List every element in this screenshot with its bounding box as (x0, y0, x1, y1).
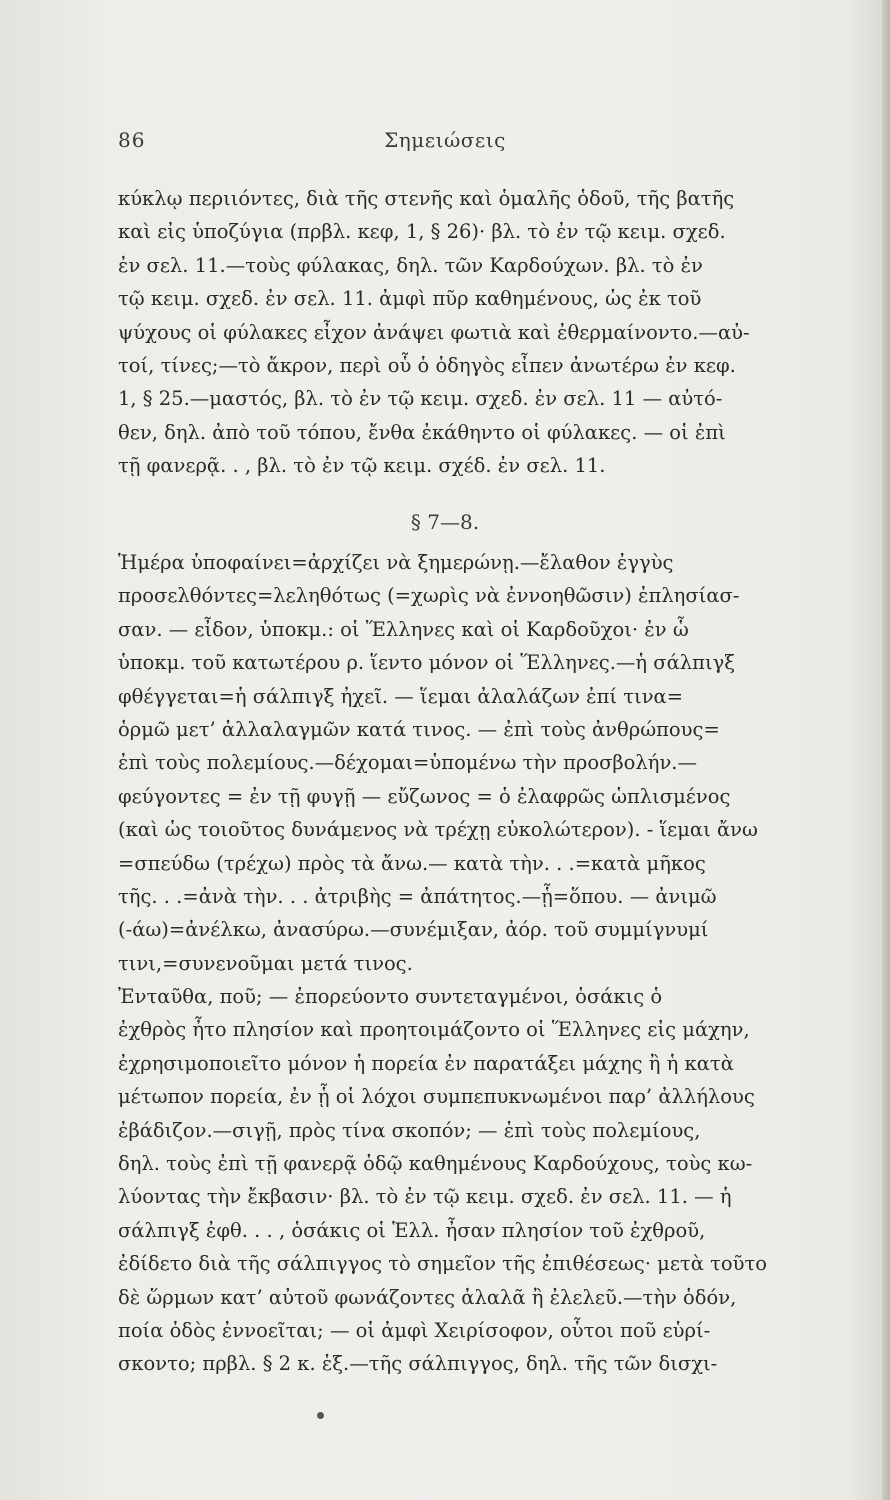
page-number: 86 (118, 128, 146, 152)
text-line: λύοντας τὴν ἔκβασιν· βλ. τὸ ἐν τῷ κειμ. σχεδ. ἐν σελ. 11. — ἡ (118, 1185, 732, 1209)
notes-paragraph-2 (118, 546, 868, 1381)
text-line: τῇ φανερᾷ. . , βλ. τὸ ἐν τῷ κειμ. σχέδ. ἐν σελ. 11. (118, 454, 606, 478)
text-line: Ἐνταῦθα, ποῦ; — ἐπορεύοντο συντεταγμένοι, ὁσάκις ὁ (118, 985, 663, 1009)
text-line: σάλπιγξ ἐφθ. . . , ὁσάκις οἱ Ἑλλ. ἦσαν πλησίον τοῦ ἐχθροῦ, (118, 1218, 706, 1242)
text-line: τινι,=συνενοῦμαι μετά τινος. (118, 951, 413, 975)
text-line: ἐδίδετο διὰ τῆς σάλπιγγος τὸ σημεῖον τῆς ἐπιθέσεως· μετὰ τοῦτο (118, 1252, 767, 1276)
text-line: τῆς. . .=ἀνὰ τὴν. . . ἀτριβὴς = ἀπάτητος.—ᾗ=ὅπου. — ἀνιμῶ (118, 884, 717, 908)
text-line: =σπεύδω (τρέχω) πρὸς τὰ ἄνω.— κατὰ τὴν. . .=κατὰ μῆκος (118, 851, 706, 875)
text-line: μέτωπον πορεία, ἐν ᾗ οἱ λόχοι συμπεπυκνωμένοι παρ’ ἀλλήλους (118, 1085, 755, 1109)
text-line: δὲ ὥρμων κατ’ αὐτοῦ φωνάζοντες ἀλαλᾶ ἢ ἐλελεῦ.—τὴν ὁδόν, (118, 1285, 737, 1309)
text-line: ποία ὁδὸς ἐννοεῖται; — οἱ ἀμφὶ Χειρίσοφον, οὗτοι ποῦ εὑρί- (118, 1318, 711, 1342)
text-line: καὶ εἰς ὑποζύγια (πρβλ. κεφ, 1, § 26)· βλ. τὸ ἐν τῷ κειμ. σχεδ. (118, 220, 726, 244)
page-edge-shadow (882, 0, 890, 1500)
running-head: Σημειώσεις (384, 128, 506, 152)
section-heading: § 7—8. (410, 510, 480, 534)
text-line: ὁρμῶ μετ’ ἀλλαλαγμῶν κατά τινος. — ἐπὶ τοὺς ἀνθρώπους= (118, 717, 720, 741)
notes-paragraph-1 (118, 182, 868, 483)
text-line: (-άω)=ἀνέλκω, ἀνασύρω.—συνέμιξαν, ἀόρ. τοῦ συμμίγνυμί (118, 918, 709, 942)
text-line: ἐχθρὸς ἦτο πλησίον καὶ προητοιμάζοντο οἱ Ἕλληνες εἰς μάχην, (118, 1018, 750, 1042)
page-header (0, 128, 890, 158)
text-line: 1, § 25.—μαστός, βλ. τὸ ἐν τῷ κειμ. σχεδ. ἐν σελ. 11 — αὐτό- (118, 387, 723, 411)
text-line: τῷ κειμ. σχεδ. ἐν σελ. 11. ἀμφὶ πῦρ καθημένους, ὡς ἐκ τοῦ (118, 287, 702, 311)
text-line: κύκλῳ περιιόντες, διὰ τῆς στενῆς καὶ ὁμαλῆς ὁδοῦ, τῆς βατῆς (118, 187, 735, 210)
text-line: ἐβάδιζον.—σιγῇ, πρὸς τίνα σκοπόν; — ἐπὶ τοὺς πολεμίους, (118, 1118, 701, 1142)
text-line: (καὶ ὡς τοιοῦτος δυνάμενος νὰ τρέχῃ εὐκολώτερον). - ἵεμαι ἄνω (118, 818, 758, 842)
text-line: σκοντο; πρβλ. § 2 κ. ἑξ.—τῆς σάλπιγγος, δηλ. τῆς τῶν δισχι- (118, 1352, 718, 1376)
text-line: θεν, δηλ. ἀπὸ τοῦ τόπου, ἔνθα ἐκάθηντο οἱ φύλακες. — οἱ ἐπὶ (118, 420, 726, 444)
text-line: ἐν σελ. 11.—τοὺς φύλακας, δηλ. τῶν Καρδούχων. βλ. τὸ ἐν (118, 253, 703, 277)
text-line: ψύχους οἱ φύλακες εἶχον ἀνάψει φωτιὰ καὶ ἐθερμαίνοντο.—αὐ- (118, 320, 750, 344)
text-line: ἐχρησιμοποιεῖτο μόνον ἡ πορεία ἐν παρατάξει μάχης ἢ ἡ κατὰ (118, 1051, 734, 1075)
text-line: φεύγοντες = ἐν τῇ φυγῇ — εὔζωνος = ὁ ἐλαφρῶς ὡπλισμένος (118, 784, 731, 808)
ink-dot (317, 1412, 324, 1419)
text-line: Ἡμέρα ὑποφαίνει=ἀρχίζει νὰ ξημερώνῃ.—ἔλαθον ἐγγὺς (118, 551, 674, 574)
text-line: ὑποκμ. τοῦ κατωτέρου ρ. ἵεντο μόνον οἱ Ἕλληνες.—ἡ σάλπιγξ (118, 651, 736, 675)
text-line: ἐπὶ τοὺς πολεμίους.—δέχομαι=ὑπομένω τὴν προσβολήν.— (118, 751, 698, 775)
text-line: προσελθόντες=λεληθότως (=χωρὶς νὰ ἐννοηθῶσιν) ἐπλησίασ- (118, 584, 740, 608)
text-line: τοί, τίνες;—τὸ ἄκρον, περὶ οὗ ὁ ὁδηγὸς εἶπεν ἀνωτέρω ἐν κεφ. (118, 353, 736, 377)
text-line: φθέγγεται=ἡ σάλπιγξ ἠχεῖ. — ἵεμαι ἀλαλάζων ἐπί τινα= (118, 684, 684, 708)
text-line: δηλ. τοὺς ἐπὶ τῇ φανερᾷ ὁδῷ καθημένους Καρδούχους, τοὺς κω- (118, 1152, 753, 1176)
text-line: σαν. — εἶδον, ὑποκμ.: οἱ Ἕλληνες καὶ οἱ Καρδοῦχοι· ἐν ὧ (118, 617, 689, 641)
